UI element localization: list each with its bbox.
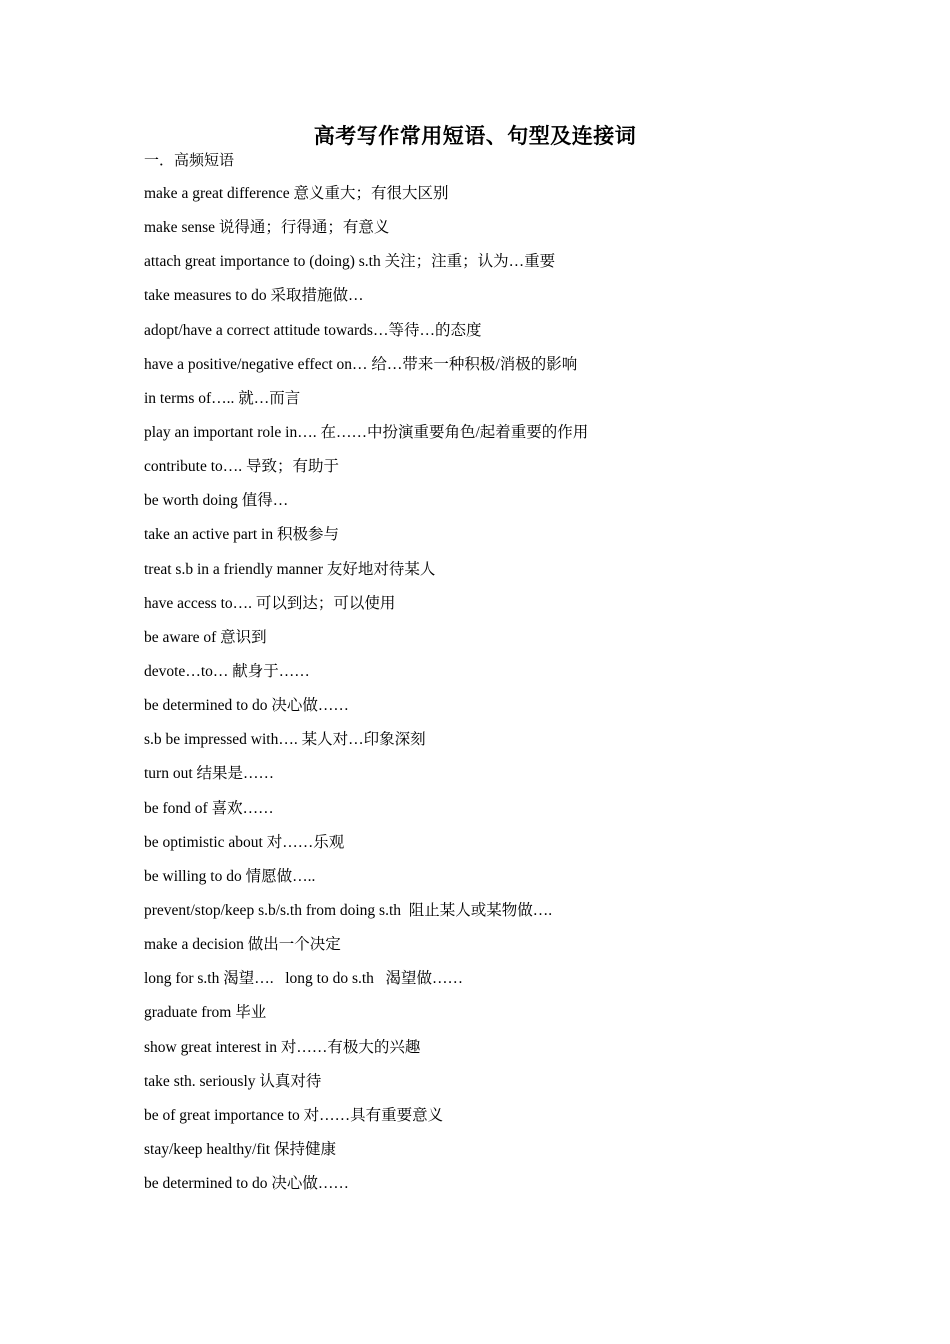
phrase-item: in terms of….. 就…而言 (144, 389, 301, 407)
phrase-item: make a great difference 意义重大；有很大区别 (144, 185, 449, 202)
phrase-item: make a decision 做出一个决定 (144, 936, 341, 954)
phrase-item: take measures to do 采取措施做… (144, 287, 364, 305)
phrase-item: play an important role in…. 在……中扮演重要角色/起着重要的作用 (144, 423, 589, 441)
phrase-item: s.b be impressed with…. 某人对…印象深刻 (144, 731, 426, 749)
phrase-item: adopt/have a correct attitude towards…等待…的态度 (144, 321, 482, 339)
phrase-item: be of great importance to 对……具有重要意义 (144, 1106, 444, 1124)
phrase-item: treat s.b in a friendly manner 友好地对待某人 (144, 560, 436, 578)
phrase-item: devote…to… 献身于…… (144, 662, 310, 680)
phrase-item: have access to…. 可以到达；可以使用 (144, 594, 396, 612)
phrase-item: be aware of 意识到 (144, 628, 267, 646)
phrase-item: take sth. seriously 认真对待 (144, 1072, 322, 1090)
phrase-item: be worth doing 值得… (144, 492, 289, 510)
phrase-list (144, 183, 844, 1207)
phrase-item: be willing to do 情愿做….. (144, 867, 316, 885)
phrase-item: take an active part in 积极参与 (144, 526, 339, 544)
section-heading: 一．高频短语 (144, 153, 235, 169)
phrase-item: be fond of 喜欢…… (144, 799, 274, 817)
phrase-item: be determined to do 决心做…… (144, 697, 349, 715)
phrase-item: contribute to…. 导致；有助于 (144, 458, 340, 476)
phrase-item: prevent/stop/keep s.b/s.th from doing s.th 阻止某人或某物做…. (144, 901, 553, 919)
phrase-item: stay/keep healthy/fit 保持健康 (144, 1140, 336, 1158)
phrase-item: attach great importance to (doing) s.th 关注；注重；认为…重要 (144, 253, 556, 271)
document-title: 高考写作常用短语、句型及连接词 (313, 124, 637, 148)
phrase-item: make sense 说得通；行得通；有意义 (144, 219, 390, 237)
phrase-item: be determined to do 决心做…… (144, 1175, 349, 1193)
phrase-item: be optimistic about 对……乐观 (144, 833, 345, 851)
phrase-item: show great interest in 对……有极大的兴趣 (144, 1038, 421, 1056)
phrase-item: graduate from 毕业 (144, 1004, 267, 1022)
phrase-item: long for s.th 渴望…. long to do s.th 渴望做…… (144, 970, 464, 988)
phrase-item: turn out 结果是…… (144, 765, 275, 783)
phrase-item: have a positive/negative effect on… 给…带来一种积极/消极的影响 (144, 355, 578, 373)
